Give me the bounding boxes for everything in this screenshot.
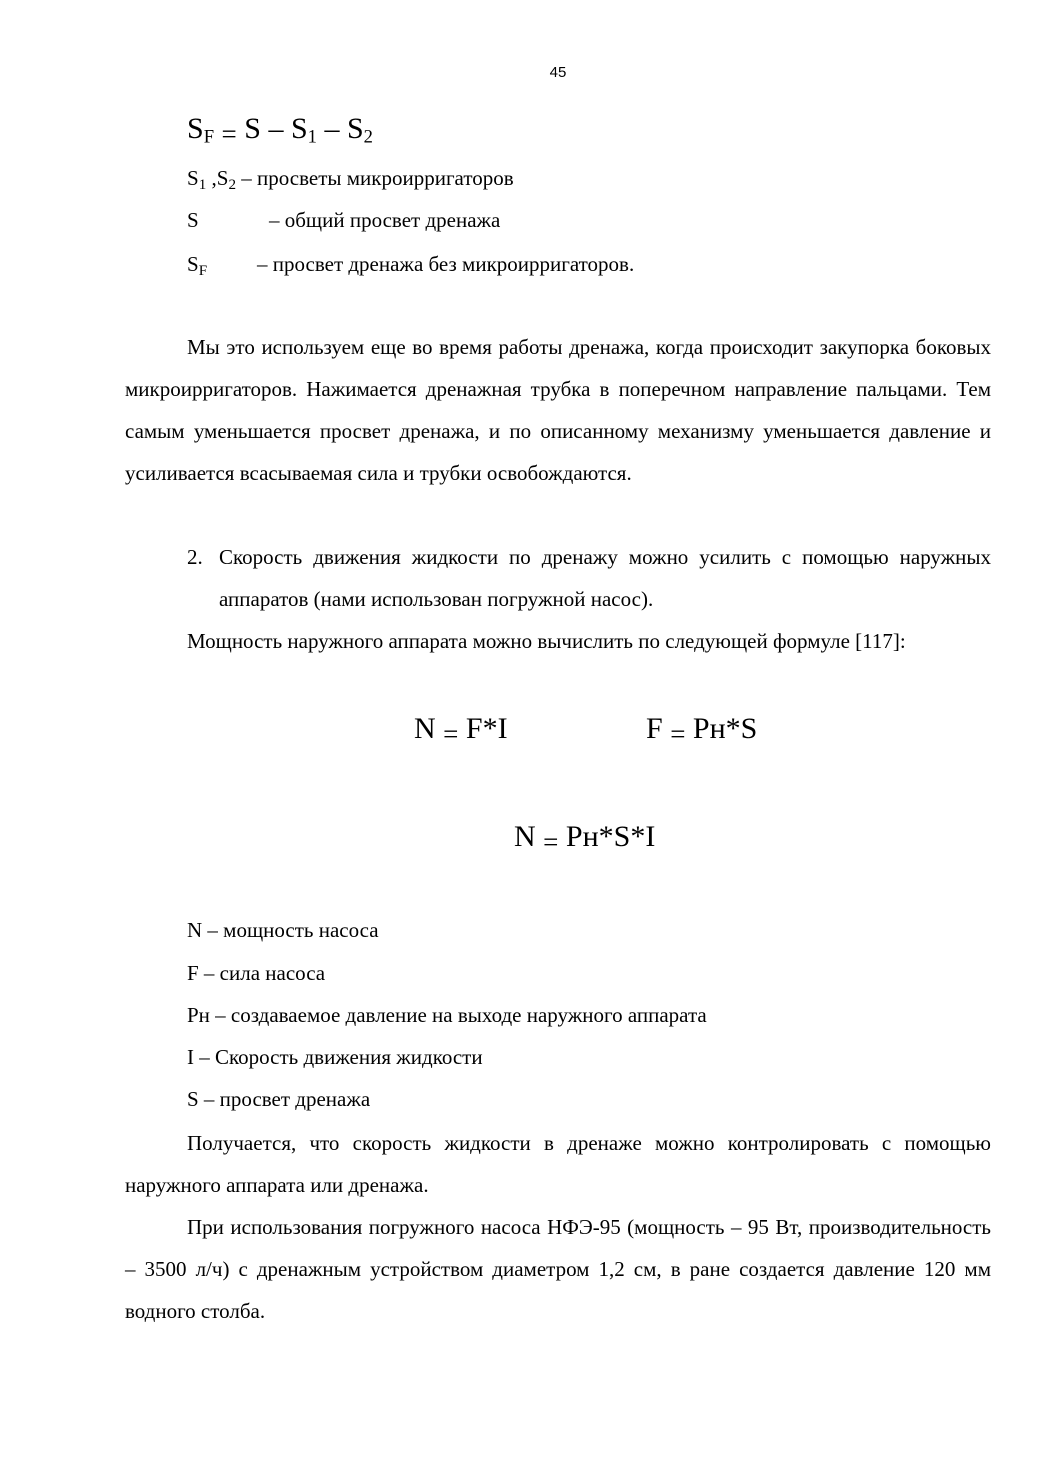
- formula-n-fi-rhs: F*I: [465, 712, 508, 745]
- formula-sf-lhs-sub: F: [203, 126, 215, 148]
- formula-n-psi-rhs: Pн*S*I: [565, 820, 656, 853]
- def-s1-sub: 1: [198, 176, 207, 193]
- definition-f: F – сила насоса: [187, 961, 326, 985]
- formula-n-psi-eq: =: [543, 826, 559, 857]
- formula-n-fi: [414, 712, 508, 750]
- def-sf-text: – просвет дренажа без микроирригаторов.: [257, 252, 635, 276]
- formula-sf-lhs: S: [187, 112, 204, 145]
- list-item-2: [187, 536, 991, 620]
- formula-n-fi-lhs: N: [414, 712, 436, 745]
- definition-s: [187, 208, 500, 233]
- def-s2: ,S: [206, 166, 229, 190]
- formula-sf-rhs: S – S: [244, 112, 308, 145]
- def-s2-sub: 2: [228, 176, 236, 193]
- def-s-symbol: S: [187, 208, 199, 232]
- paragraph-pump: При использования погружного насоса НФЭ-95 (мощность – 95 Вт, производительность – 3500 л/ч) с дренажным устройством диаметром 1,2 см, в ране создается давление 120 мм водного столба.: [125, 1215, 991, 1323]
- formula-f-ps-rhs: Pн*S: [692, 712, 758, 745]
- definition-pn: Pн – создаваемое давление на выходе наружного аппарата: [187, 1003, 707, 1027]
- formula-f-ps: [646, 712, 757, 750]
- def-sf-symbol: S: [187, 252, 199, 276]
- formula-f-ps-eq: =: [670, 718, 686, 749]
- def-s1: S: [187, 166, 199, 190]
- paragraph-control: Получается, что скорость жидкости в дренаже можно контролировать с помощью наружного аппарата или дренажа.: [125, 1131, 991, 1197]
- list-number: 2.: [187, 545, 203, 569]
- def-s-text: – общий просвет дренажа: [269, 208, 501, 232]
- formula-sf-sub1: 1: [307, 126, 317, 148]
- page-number: 45: [549, 64, 567, 81]
- definition-s1-s2: [187, 166, 514, 194]
- definition-i: I – Скорость движения жидкости: [187, 1045, 483, 1069]
- formula-sf-sub2: 2: [363, 126, 373, 148]
- definition-s-lumen: S – просвет дренажа: [187, 1087, 371, 1111]
- formula-sf-mid: – S: [316, 112, 364, 145]
- definition-sf: [187, 252, 634, 280]
- formula-sf-eq: =: [221, 118, 237, 149]
- def-sf-sub: F: [198, 262, 208, 279]
- list-item-text: Скорость движения жидкости по дренажу можно усилить с помощью наружных аппаратов (нами использован погружной насос).: [219, 545, 991, 611]
- paragraph-power-formula: Мощность наружного аппарата можно вычислить по следующей формуле [117]:: [187, 629, 906, 653]
- formula-sf: [187, 112, 373, 150]
- formula-f-ps-lhs: F: [646, 712, 663, 745]
- formula-n-psi: [514, 820, 655, 858]
- formula-n-fi-eq: =: [443, 718, 459, 749]
- definition-n: N – мощность насоса: [187, 918, 379, 942]
- paragraph-blockage: Мы это используем еще во время работы дренажа, когда происходит закупорка боковых микроирригаторов. Нажимается дренажная трубка в поперечном направление пальцами. Тем самым уменьшается просвет дренажа, и по описанному механизму уменьшается давление и усиливается всасываемая сила и трубки освобождаются.: [125, 335, 991, 485]
- formula-n-psi-lhs: N: [514, 820, 536, 853]
- def-s1-s2-text: – просветы микроирригаторов: [236, 166, 514, 190]
